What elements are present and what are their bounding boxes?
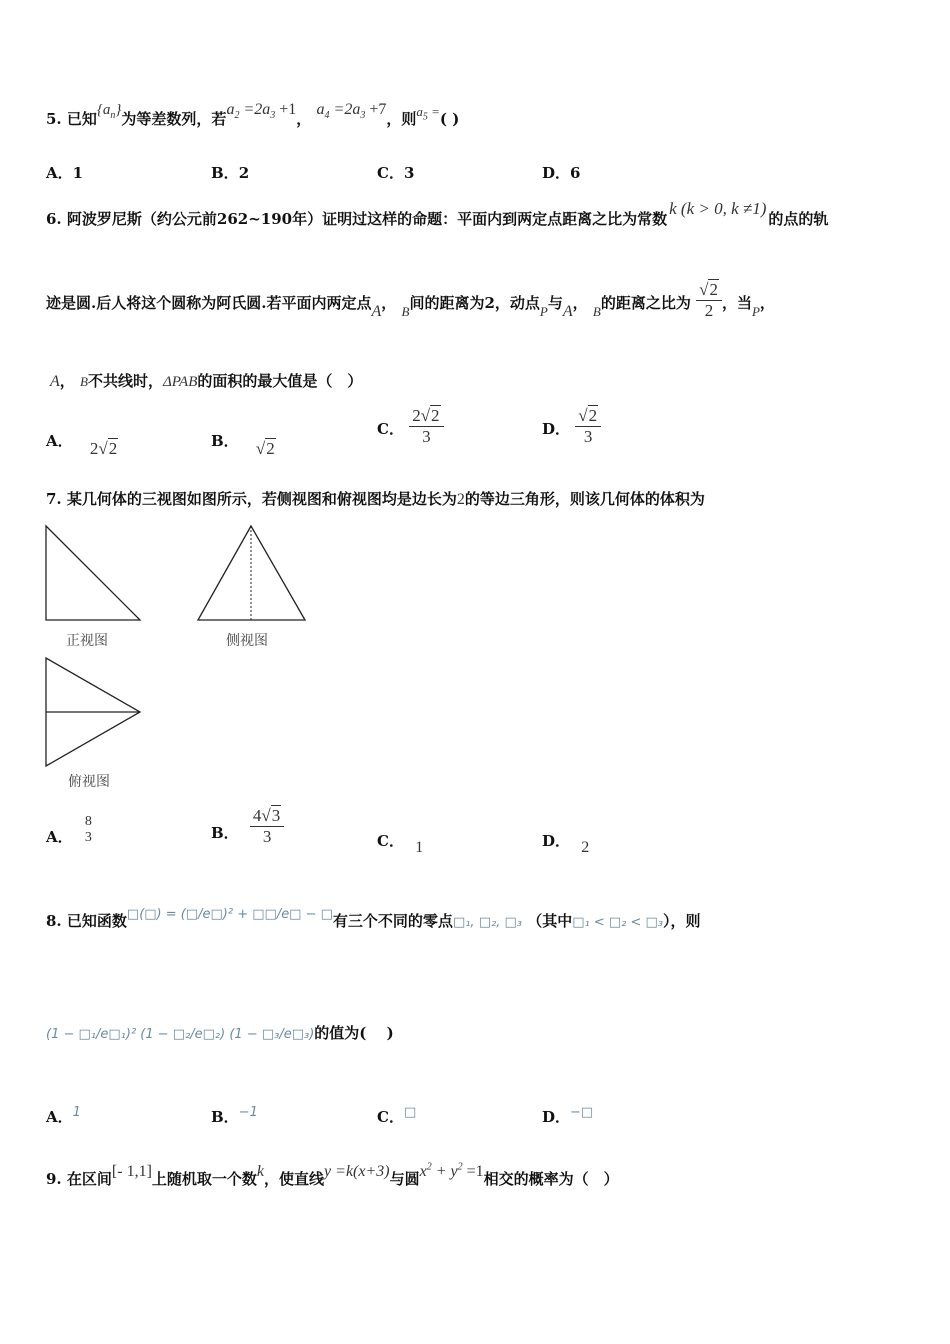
- q6-option-c[interactable]: C． $\frac{2√2}{3}$: [377, 406, 444, 446]
- q9-k: k: [256, 1163, 265, 1180]
- q8-option-b[interactable]: B．−1: [211, 1105, 258, 1126]
- side-view-caption: 侧视图: [226, 633, 268, 649]
- top-view-caption: 俯视图: [68, 774, 110, 790]
- q5-text-1: 已知: [66, 110, 97, 128]
- q6-point-p: P: [539, 304, 548, 320]
- front-view-triangle: [46, 526, 140, 620]
- question-5: 5. 已知$\{a_n\}$为等差数列，若$a_2 =2a_3 +1$， $a_4 =2a_3 +7$，则$a_5$ =( ): [46, 101, 460, 128]
- q7-option-d[interactable]: D． 2: [542, 832, 590, 856]
- q8-option-c[interactable]: C．□: [377, 1105, 417, 1126]
- question-6-line-3: A， B不共线时，ΔPAB的面积的最大值是（ ）: [50, 372, 363, 390]
- question-6-line-1: 6. 阿波罗尼斯（约公元前262~190年）证明过这样的命题：平面内到两定点距离之比为常数k (k > 0, k ≠1)的点的轨: [46, 199, 829, 228]
- q5-text-3: ，则: [386, 110, 417, 128]
- q6-point-a: A: [371, 303, 382, 321]
- question-6-line-2: 迹是圆.后人将这个圆称为阿氏圆.若平面内两定点A， B间的距离为2，动点P与A， B的距离之比为 $\frac{√2}{2}$ ，当P，: [46, 280, 775, 321]
- q5-ask: $a_5$ =: [416, 104, 440, 123]
- q6-option-b[interactable]: B． √2: [211, 432, 275, 458]
- q7-option-c[interactable]: C． 1: [377, 832, 424, 856]
- question-9: 9. 在区间[- 1,1]上随机取一个数k，使直线y =k(x+3)与圆$x^2 + y^2 =1$相交的概率为（ ）: [46, 1161, 619, 1188]
- q8-zeros: □₁, □₂, □₃: [452, 915, 522, 930]
- q6-triangle: ΔPAB: [163, 374, 198, 390]
- side-view-figure: [192, 520, 312, 626]
- q6-k-condition: k (k > 0, k ≠1): [669, 199, 767, 218]
- question-8: 8. 已知函数□(□) = (□/e□)² + □□/e□ − □有三个不同的零点□₁, □₂, □₃ （其中□₁ < □₂ < □₃），则: [46, 907, 701, 930]
- q8-product-line: (1 − □₁/e□₁)² (1 − □₂/e□₂) (1 − □₃/e□₃)的值为( ): [46, 1024, 394, 1042]
- q9-interval: [- 1,1]: [111, 1163, 152, 1180]
- top-view-figure: [40, 652, 150, 772]
- q5-equation-1: $a_2 =2a_3 +1$: [226, 101, 297, 122]
- q5-option-c[interactable]: C．3: [377, 164, 415, 182]
- q8-function-expression: □(□) = (□/e□)² + □□/e□ − □: [126, 907, 333, 922]
- q7-option-a[interactable]: A． 8 3: [46, 814, 92, 847]
- side-view-triangle: [198, 526, 305, 620]
- q6-option-a[interactable]: A． 2√2: [46, 432, 118, 458]
- q8-product-expression: (1 − □₁/e□₁)² (1 − □₂/e□₂) (1 − □₃/e□₃): [46, 1027, 315, 1042]
- q5-text-2: 为等差数列，若: [121, 110, 227, 128]
- question-7: 7. 某几何体的三视图如图所示，若侧视图和俯视图均是边长为2的等边三角形，则该几何体的体积为: [46, 490, 705, 508]
- q8-order: □₁ < □₂ < □₃: [572, 915, 663, 930]
- q5-option-d[interactable]: D．6: [542, 164, 581, 182]
- q8-option-d[interactable]: D．−□: [542, 1105, 594, 1126]
- front-view-figure: [40, 520, 150, 626]
- q5-number: 5.: [46, 110, 62, 128]
- q6-option-d[interactable]: D． $\frac{√2}{3}$: [542, 406, 601, 446]
- q6-ratio: $\frac{√2}{2}$: [696, 280, 722, 320]
- q9-circle-equation: $x^2 + y^2 =1$: [419, 1161, 484, 1180]
- q8-option-a[interactable]: A．1: [46, 1105, 81, 1126]
- q9-line-equation: y =k(x+3): [324, 1163, 390, 1180]
- q5-option-a[interactable]: A．1: [46, 164, 84, 182]
- q5-paren: ( ): [439, 110, 460, 128]
- q5-set: $\{a_n\}$: [96, 102, 122, 121]
- q6-point-b: B: [401, 304, 410, 320]
- q7-option-b[interactable]: B． $\frac{4√3}{3}$: [211, 806, 284, 846]
- front-view-caption: 正视图: [66, 633, 108, 649]
- q5-equation-2: $a_4 =2a_3 +7$: [316, 101, 387, 122]
- q5-option-b[interactable]: B．2: [211, 164, 250, 182]
